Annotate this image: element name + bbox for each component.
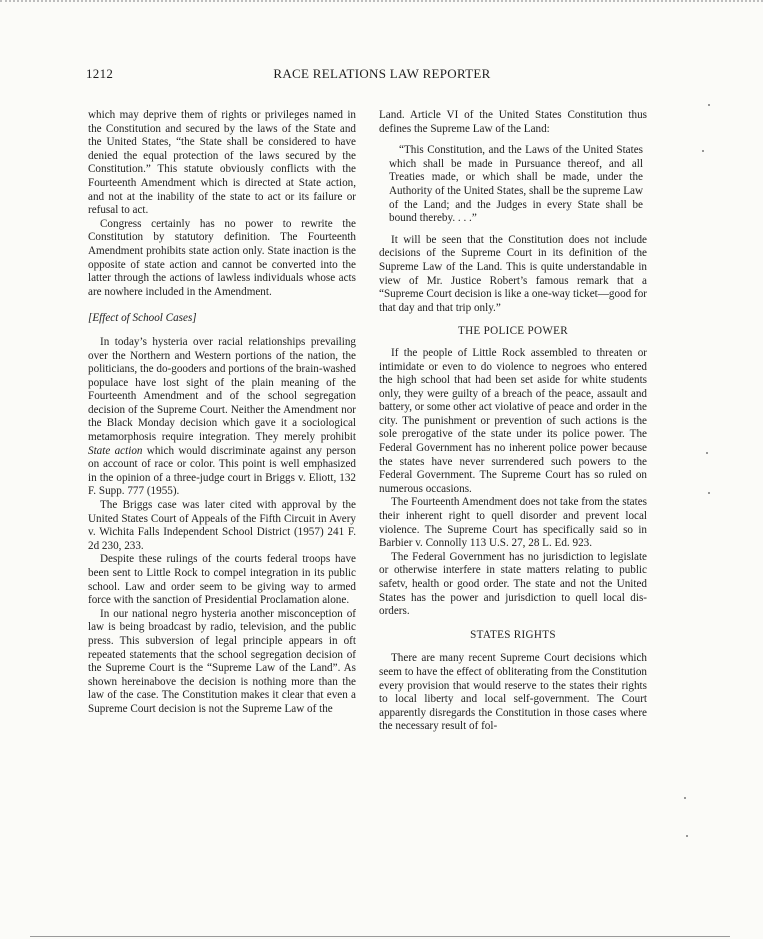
paragraph: The Fourteenth Amendment does not take from the states their inherent right to quell disorder and prevent local violence. The Supreme Court has specifically said so in Barbier v. Connolly 113 U.S. 27, 28 L. Ed. 923. [379,496,647,550]
spacer [379,315,647,325]
paragraph: If the people of Little Rock assembled to threaten or intimidate or even to do violence to negroes who entered the high school that had been set aside for white students only, they were guilty of a breach of the peace, assault and battery, or some other act violative of peace and order in the city. The punishment or prevention of such actions is the sole prerogative of the state under its police power. The Federal Government has no inherent police power because the states have never surrendered such powers to the Federal Government. The Supreme Court has so ruled on numerous occasions. [379,346,647,495]
section-heading: STATES RIGHTS [470,628,556,641]
page-header [86,66,678,86]
paragraph: Despite these rulings of the courts federal troops have been sent to Little Rock to compel integration in its public school. Law and order seem to be giving way to armed force with the sanction of Presidential Proclamation alone. [88,553,356,607]
paragraph: The Briggs case was later cited with approval by the United States Court of Appeals of the Fifth Circuit in Avery v. Wichita Falls Independent School District (1957) 241 F. 2d 230, 233. [88,499,356,552]
perforated-top-edge [0,0,763,8]
paragraph: There are many recent Supreme Court decisions which seem to have the effect of obliterating from the Constitution every provision that would reserve to the states their rights to local liberty and local self-government. The Court apparently disregards the Constitution in those cases where the necessary result of fol- [379,652,647,733]
scan-speck [708,492,710,494]
block-quote: “This Constitution, and the Laws of the United States which shall be made in Pursuance thereof, and all Treaties made, or which shall be made, under the Authority of the United States, shall be the supreme Law of the Land; and the Judges in every State shall be bound thereby. . . .” [389,144,643,225]
paragraph [88,336,356,499]
paragraph: It will be seen that the Constitution does not include decisions of the Supreme Court in its definition of the Supreme Law of the Land. This is quite understandable in view of Mr. Justice Robert’s famous remark that a “Supreme Court decision is like a one-way ticket—good for that day and that trip only.” [379,233,647,314]
bottom-edge-rule [30,936,730,937]
spacer [379,642,647,652]
page-number: 1212 [86,66,114,81]
paragraph-text: In today’s hysteria over racial relationships prevailing over the Northern and Western portions of the nation, the politicians, the do-gooders and portions of the brain-washed populace have lost sight of the plain meaning of the Fourteenth Amendment and of the school segregation decision of the Supreme Court. Neither the Amendment nor the Black Monday decision which gave it a sociological metamorphosis require integration. They merely prohibit [88,335,356,444]
spacer [379,136,647,144]
emphasis-text: State action [88,444,143,457]
scan-speck [702,150,704,152]
section-heading: THE POLICE POWER [457,325,568,338]
scan-speck [684,797,686,799]
scan-speck [708,104,710,106]
running-head: RACE RELATIONS LAW REPORTER [273,66,491,81]
left-column [88,109,356,717]
paragraph: which may deprive them of rights or privileges named in the Constitution and secured by the laws of the State and the United States, “the State shall be considered to have denied the equal protection of the laws secured by the Constitution.” This statute obviously conflicts with the Fourteenth Amendment which is directed at State action, and not at the inability of the state to act or its failure or refusal to act. [88,109,356,217]
spacer [379,619,647,629]
spacer [88,326,356,336]
paragraph-text: which would discriminate against any person on account of race or color. This point is well emphasized in the opinion of a three-judge court in Briggs v. Eliott, 132 F. Supp. 777 (1955). [88,444,356,498]
paragraph: The Federal Government has no jurisdiction to legislate or otherwise interfere in state matters relating to public safetv, health or good order. The state and not the United States has the power and jurisdiction to quell local disorders. [379,550,647,618]
paragraph: Congress certainly has no power to rewrite the Constitution by statutory definition. The Fourteenth Amendment prohibits state action only. State inaction is the opposite of state action and cannot be converted into the latter through the actions of lawless individuals whose acts are nowhere included in the Amendment. [88,217,356,298]
spacer [379,339,647,347]
scan-speck [706,452,708,454]
spacer [379,226,647,234]
section-heading: [Effect of School Cases] [88,312,197,325]
scan-speck [686,835,688,837]
spacer [88,299,356,312]
paragraph: Land. Article VI of the United States Constitution thus defines the Supreme Law of the Land: [379,109,647,135]
paragraph: In our national negro hysteria another misconception of law is being broadcast by radio, television, and the public press. This subversion of legal principle appears in oft repeated statements that the school segregation decision of the Supreme Court is the “Supreme Law of the Land”. As shown hereinabove the decision is nothing more than the law of the case. The Constitution makes it clear that even a Supreme Court decision is not the Supreme Law of the [88,607,356,715]
right-column [379,109,647,734]
